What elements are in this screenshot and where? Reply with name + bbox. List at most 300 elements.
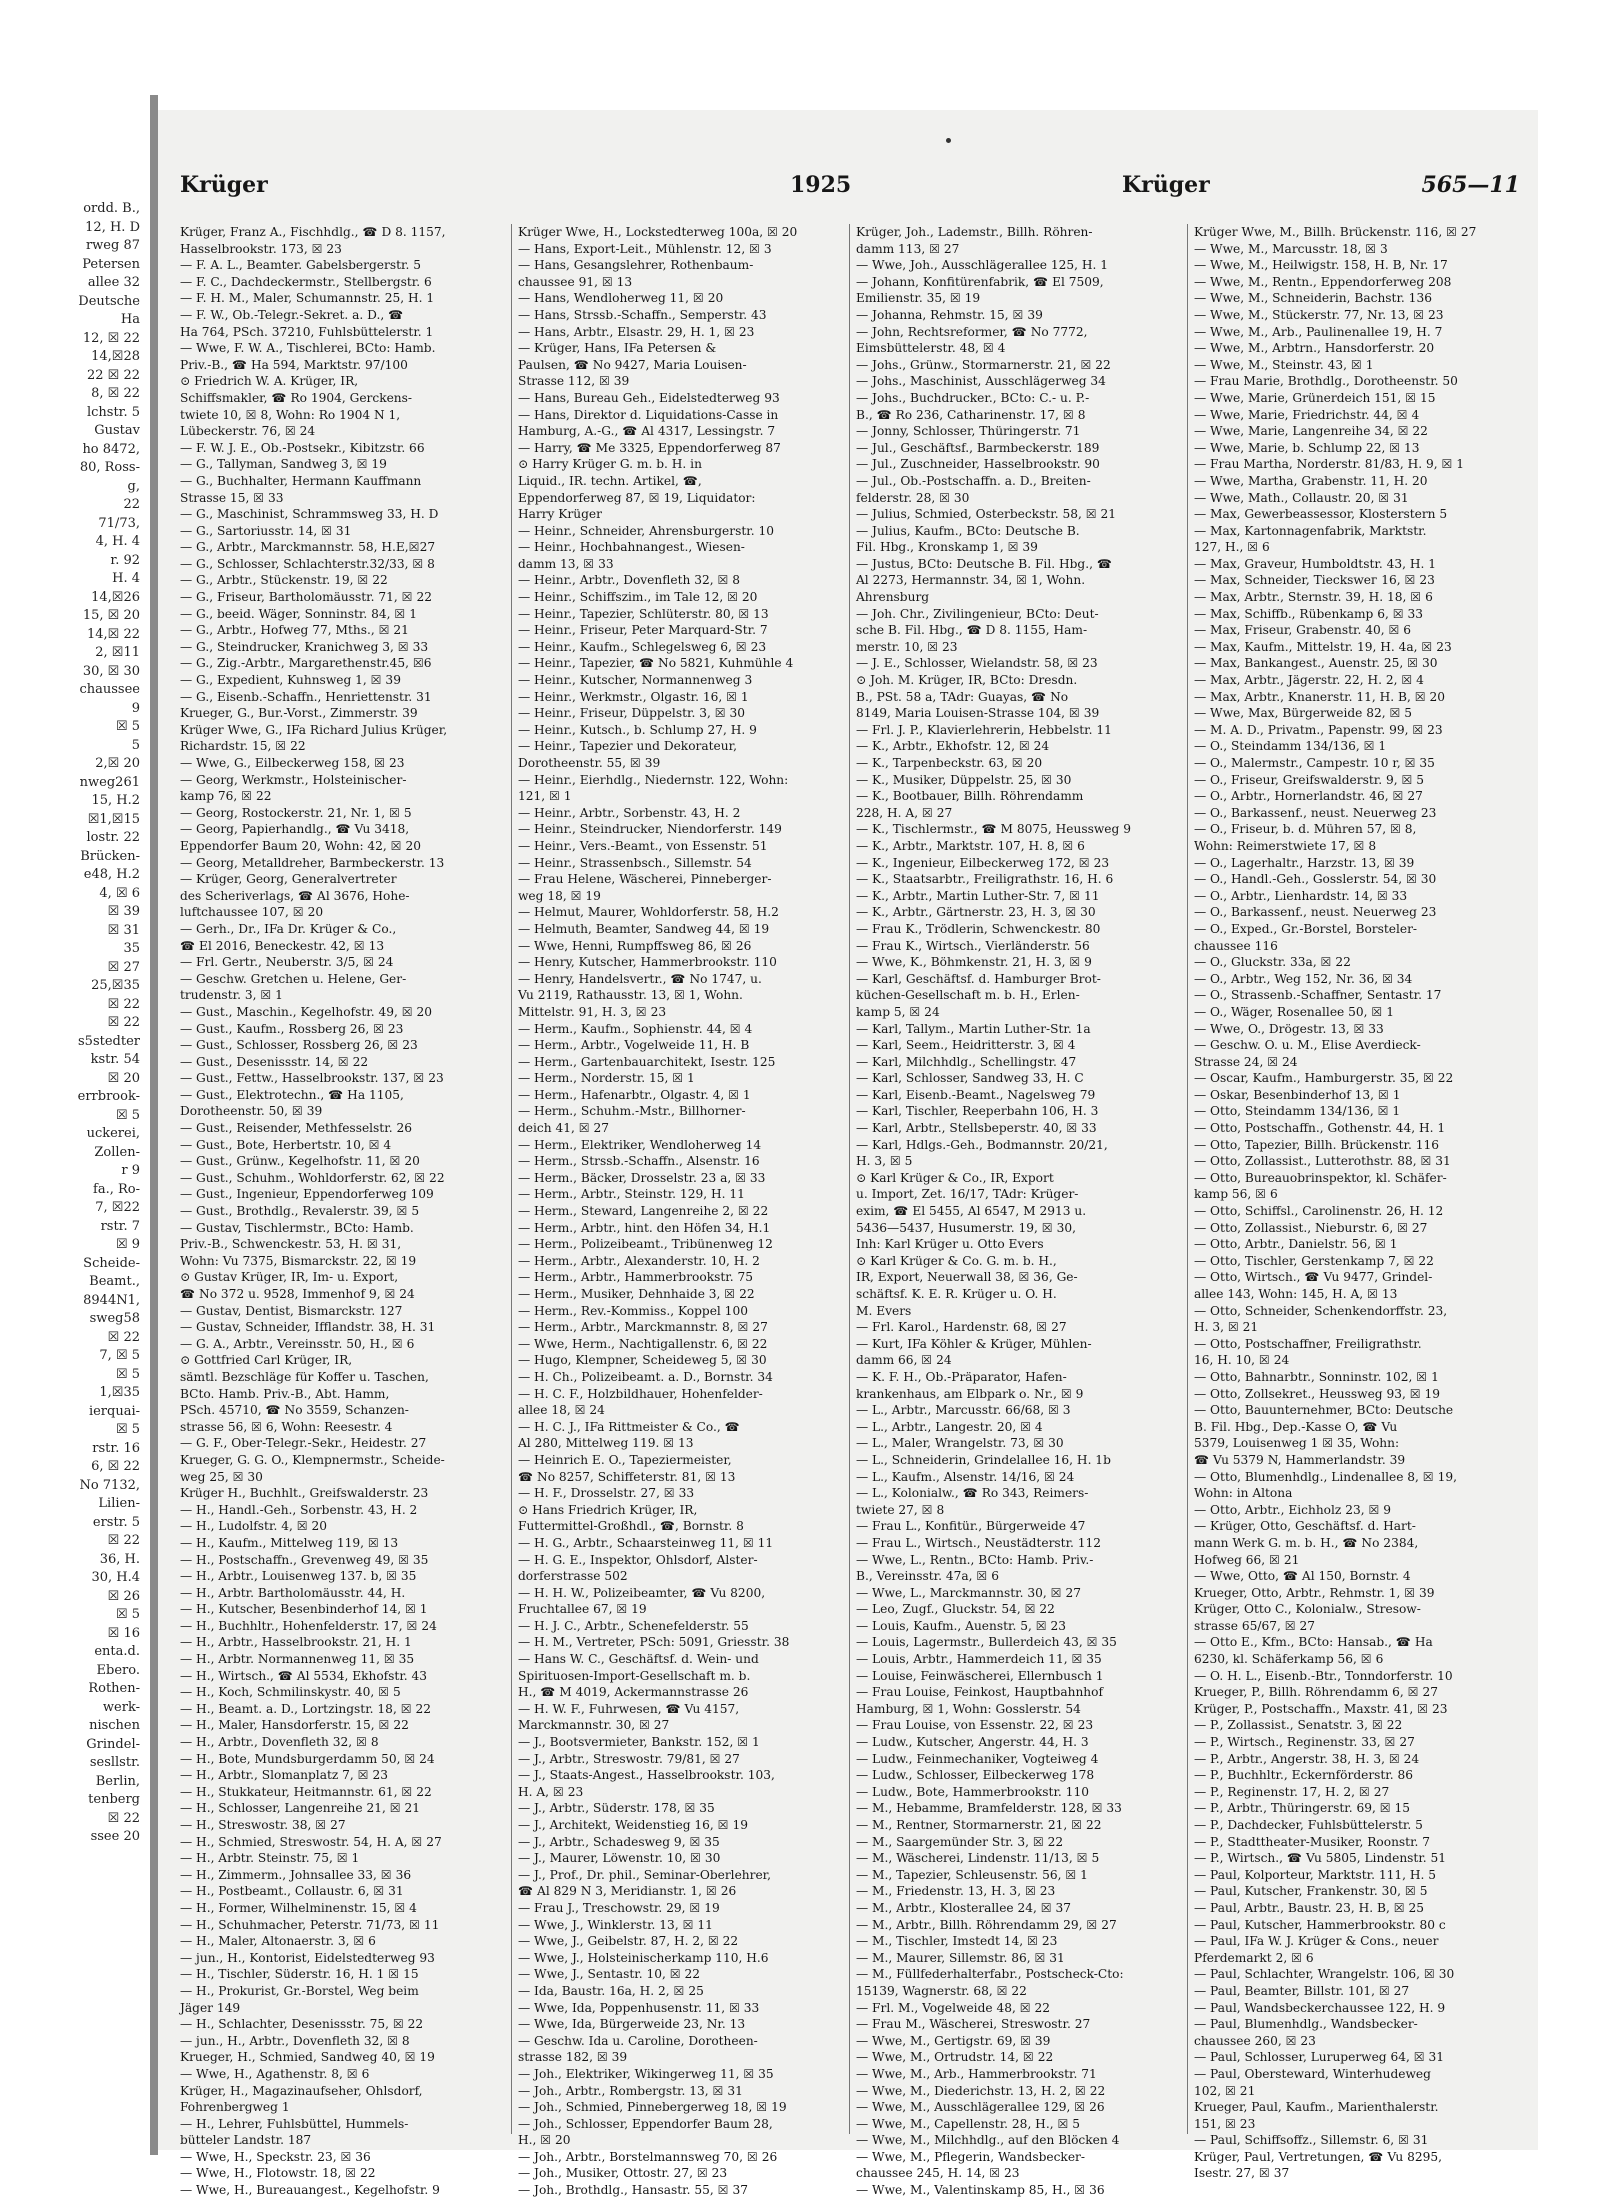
directory-entry-line: Wohn: Reimerstwiete 17, ☒ 8 xyxy=(1194,838,1377,853)
directory-entry-line: — Wwe, M., Diederichstr. 13, H. 2, ☒ 22 xyxy=(856,2083,1106,2098)
directory-entry-line: — G. A., Arbtr., Vereinsstr. 50, H., ☒ 6 xyxy=(180,1336,415,1351)
directory-entry-line: — Hans W. C., Geschäftsf. d. Wein- und xyxy=(518,1652,759,1667)
previous-page-fragment: 15, ☒ 20 xyxy=(82,608,140,623)
directory-entry-line: Krueger, H., Schmied, Sandweg 40, ☒ 19 xyxy=(180,2050,435,2065)
directory-entry-line: — Heinr., Arbtr., Sorbenstr. 43, H. 2 xyxy=(518,805,741,820)
previous-page-fragment: r. 92 xyxy=(110,552,140,568)
directory-entry-line: — O., Strassenb.-Schaffner, Sentastr. 17 xyxy=(1194,988,1442,1003)
previous-page-fragment: Petersen xyxy=(82,256,140,272)
directory-entry-line: Strasse 24, ☒ 24 xyxy=(1194,1054,1298,1069)
directory-entry-line: — L., Arbtr., Marcusstr. 66/68, ☒ 3 xyxy=(856,1403,1071,1418)
directory-entry-line: — K., Arbtr., Gärtnerstr. 23, H. 3, ☒ 30 xyxy=(856,905,1096,920)
directory-entry-line: — Wwe, Joh., Ausschlägerallee 125, H. 1 xyxy=(856,258,1109,273)
directory-entry-line: — K., Ingenieur, Eilbeckerweg 172, ☒ 23 xyxy=(856,855,1110,870)
directory-entry-line: — Wwe, M., Steinstr. 43, ☒ 1 xyxy=(1194,357,1374,372)
directory-entry-line: — G., Arbtr., Marckmannstr. 58, H.E,☒27 xyxy=(180,540,436,555)
directory-entry-line: allee 18, ☒ 24 xyxy=(518,1403,605,1418)
directory-entry-line: — O., Arbtr., Weg 152, Nr. 36, ☒ 34 xyxy=(1194,971,1413,986)
directory-entry-line: H. 3, ☒ 5 xyxy=(856,1154,913,1169)
column-4 xyxy=(1194,224,1520,2181)
column-2 xyxy=(518,224,844,2198)
directory-entry-line: — Joh., Brothdlg., Hansastr. 55, ☒ 37 xyxy=(518,2183,748,2198)
directory-entry-line: — O., Wäger, Rosenallee 50, ☒ 1 xyxy=(1194,1004,1394,1019)
previous-page-fragment: 22 xyxy=(123,497,140,512)
directory-entry-line: — Paul, Beamter, Billstr. 101, ☒ 27 xyxy=(1194,1983,1410,1998)
directory-entry-line: — Hans, Arbtr., Elsastr. 29, H. 1, ☒ 23 xyxy=(518,324,755,339)
directory-entry-line: — Hans, Export-Leit., Mühlenstr. 12, ☒ 3 xyxy=(518,241,772,256)
directory-entry-line: PSch. 45710, ☎ No 3559, Schanzen- xyxy=(180,1403,409,1418)
previous-page-fragment: ☒ 39 xyxy=(107,904,140,919)
directory-entry-line: — Gust., Schuhm., Wohldorferstr. 62, ☒ 22 xyxy=(180,1170,445,1185)
directory-entry-line: — H., Arbtr. Normannenweg 11, ☒ 35 xyxy=(180,1652,415,1667)
previous-page-fragment: Zollen- xyxy=(94,1144,140,1160)
directory-entry-line: — K., Arbtr., Marktstr. 107, H. 8, ☒ 6 xyxy=(856,838,1085,853)
directory-entry-line: mann Werk G. m. b. H., ☎ No 2384, xyxy=(1194,1535,1419,1550)
directory-entry-line: M. Evers xyxy=(856,1303,912,1318)
directory-entry-line: krankenhaus, am Elbpark o. Nr., ☒ 9 xyxy=(856,1386,1084,1401)
previous-page-fragment: 35 xyxy=(123,941,140,956)
previous-page-fragment: H. 4 xyxy=(112,571,140,586)
directory-entry-line: — Herm., Polizeibeamt., Tribünenweg 12 xyxy=(518,1237,773,1252)
directory-entry-line: — Herm., Kaufm., Sophienstr. 44, ☒ 4 xyxy=(518,1021,753,1036)
previous-page-fragment: 12, H. D xyxy=(85,219,140,235)
previous-page-fragment: fa., Ro- xyxy=(93,1181,140,1197)
directory-entry-line: — Hugo, Klempner, Scheideweg 5, ☒ 30 xyxy=(518,1353,767,1368)
directory-entry-line: — K., Bootbauer, Billh. Röhrendamm xyxy=(856,789,1084,804)
directory-entry-line: — Max, Kartonnagenfabrik, Marktstr. xyxy=(1194,523,1427,538)
directory-entry-line: — Wwe, Martha, Grabenstr. 11, H. 20 xyxy=(1194,473,1428,488)
directory-entry-line: — Herm., Arbtr., Hammerbrookstr. 75 xyxy=(518,1270,753,1285)
directory-entry-line: — Paul, Schlosser, Lurupеrweg 64, ☒ 31 xyxy=(1194,2050,1445,2065)
directory-entry-line: Dorotheenstr. 55, ☒ 39 xyxy=(518,756,661,770)
previous-page-fragment: ☒ 5 xyxy=(115,1607,140,1622)
directory-entry-line: Strasse 15, ☒ 33 xyxy=(180,490,284,505)
directory-entry-line: B. Fil. Hbg., Dep.-Kasse O, ☎ Vu xyxy=(1194,1419,1398,1434)
directory-entry-line: — Otto, Postschaffn., Gothenstr. 44, H. 1 xyxy=(1194,1121,1446,1136)
directory-entry-line: Pferdemarkt 2, ☒ 6 xyxy=(1194,1950,1314,1965)
directory-entry-line: ⊙ Hans Friedrich Krüger, IR, xyxy=(518,1502,698,1517)
directory-entry-line: — Frau L., Wirtsch., Neustädterstr. 112 xyxy=(856,1535,1102,1550)
directory-entry-line: — Otto, Arbtr., Danielstr. 56, ☒ 1 xyxy=(1194,1237,1398,1252)
directory-entry-line: Ahrensburg xyxy=(856,590,930,605)
directory-entry-line: — H. F., Drosselstr. 27, ☒ 33 xyxy=(518,1486,695,1501)
directory-entry-line: — H., Arbtr. Steinstr. 75, ☒ 1 xyxy=(180,1851,360,1866)
directory-entry-line: — Herm., Steward, Langenreihe 2, ☒ 22 xyxy=(518,1204,769,1219)
directory-entry-line: — Max, Bankangest., Auenstr. 25, ☒ 30 xyxy=(1194,656,1438,671)
directory-entry-line: — Henry, Handelsvertr., ☎ No 1747, u. xyxy=(518,971,762,986)
directory-entry-line: — Max, Arbtr., Jägerstr. 22, H. 2, ☒ 4 xyxy=(1194,673,1424,688)
directory-entry-line: — Geschw. O. u. M., Elise Averdieck- xyxy=(1194,1038,1421,1053)
directory-entry-line: — Gust., Kaufm., Rossberg 26, ☒ 23 xyxy=(180,1021,404,1036)
directory-entry-line: — Heinrich E. O., Tapeziermeister, xyxy=(518,1452,732,1467)
directory-entry-line: — H., Prokurist, Gr.-Borstel, Weg beim xyxy=(180,1983,419,1998)
previous-page-fragment: 71/73, xyxy=(98,515,140,531)
directory-entry-line: — G., Buchhalter, Hermann Kauffmann xyxy=(180,473,422,488)
directory-entry-line: Schiffsmakler, ☎ Ro 1904, Gerckens- xyxy=(180,390,413,405)
directory-entry-line: sche B. Fil. Hbg., ☎ D 8. 1155, Ham- xyxy=(856,623,1088,638)
directory-entry-line: — H., Schlosser, Langenreihe 21, ☒ 21 xyxy=(180,1801,421,1816)
directory-entry-line: — Herm., Bäcker, Drosselstr. 23 a, ☒ 33 xyxy=(518,1170,766,1185)
directory-entry-line: Mittelstr. 91, H. 3, ☒ 23 xyxy=(518,1004,667,1019)
directory-entry-line: — Max, Graveur, Humboldtstr. 43, H. 1 xyxy=(1194,556,1436,571)
directory-entry-line: H. 3, ☒ 21 xyxy=(1194,1320,1259,1335)
directory-entry-line: — J. E., Schlosser, Wielandstr. 58, ☒ 23 xyxy=(856,656,1098,671)
directory-entry-line: — H., Kaufm., Mittelweg 119, ☒ 13 xyxy=(180,1535,399,1550)
directory-entry-line: — O., Gluckstr. 33a, ☒ 22 xyxy=(1194,955,1351,970)
directory-entry-line: — L., Kaufm., Alsenstr. 14/16, ☒ 24 xyxy=(856,1469,1075,1484)
directory-entry-line: kamp 56, ☒ 6 xyxy=(1194,1187,1278,1202)
directory-entry-line: Fil. Hbg., Kronskamp 1, ☒ 39 xyxy=(856,540,1038,555)
directory-entry-line: des Scheriverlags, ☎ Al 3676, Hohe- xyxy=(180,888,410,903)
directory-entry-line: — Heinr., Vers.-Beamt., von Essenstr. 51 xyxy=(518,838,768,853)
directory-entry-line: — Karl, Arbtr., Stellsbeperstr. 40, ☒ 33 xyxy=(856,1121,1097,1136)
previous-page-fragment: 30, H.4 xyxy=(91,1570,140,1585)
directory-entry-line: — Heinr., Friseur, Düppelstr. 3, ☒ 30 xyxy=(518,706,746,721)
directory-entry-line: — Heinr., Eierhdlg., Niedernstr. 122, Wohn: xyxy=(518,772,789,787)
directory-entry-line: ⊙ Joh. M. Krüger, IR, BCto: Dresdn. xyxy=(856,673,1078,688)
directory-entry-line: — K., Staatsarbtr., Freiligrathstr. 16, H. 6 xyxy=(856,872,1114,887)
directory-entry-line: — Herm., Arbtr., Marckmannstr. 8, ☒ 27 xyxy=(518,1320,768,1335)
directory-entry-line: — Wwe, M., Arb., Hammerbrookstr. 71 xyxy=(856,2066,1097,2081)
header-right-name: Krüger xyxy=(1122,172,1210,198)
previous-page-fragment: ☒ 5 xyxy=(115,719,140,734)
directory-entry-line: — M., Rentner, Stormarnerstr. 21, ☒ 22 xyxy=(856,1818,1102,1832)
previous-page-fragment: Brücken- xyxy=(80,848,140,864)
previous-page-fragment: ☒ 20 xyxy=(107,1070,140,1086)
directory-entry-line: — G. F., Ober-Telegr.-Sekr., Heidestr. 27 xyxy=(180,1436,427,1451)
directory-entry-line: — Joh., Schmied, Pinnebergerweg 18, ☒ 19 xyxy=(518,2100,787,2115)
directory-entry-line: — O., Malermstr., Campestr. 10 r, ☒ 35 xyxy=(1194,756,1435,770)
directory-entry-line: — Gustav, Tischlermstr., BCto: Hamb. xyxy=(180,1220,414,1235)
directory-entry-line: — Julius, Kaufm., BCto: Deutsche B. xyxy=(856,523,1080,538)
previous-page-fragment: erstr. 5 xyxy=(92,1514,140,1530)
directory-entry-line: — G., Friseur, Bartholomäusstr. 71, ☒ 22 xyxy=(180,590,432,605)
directory-entry-line: — Otto, Zollassist., Nieburstr. 6, ☒ 27 xyxy=(1194,1220,1428,1235)
previous-page-fragment: kstr. 54 xyxy=(90,1052,140,1067)
directory-entry-line: — Helmut, Maurer, Wohldorferstr. 58, H.2 xyxy=(518,905,779,920)
directory-entry-line: — O., Steindamm 134/136, ☒ 1 xyxy=(1194,739,1387,754)
previous-page-fragment: Gustav xyxy=(94,423,140,438)
directory-entry-line: — Ludw., Kutscher, Angerstr. 44, H. 3 xyxy=(856,1735,1089,1750)
directory-entry-line: — P., Zollassist., Senatstr. 3, ☒ 22 xyxy=(1194,1718,1403,1733)
directory-entry-line: 16, H. 10, ☒ 24 xyxy=(1194,1353,1290,1368)
directory-entry-line: Al 2273, Hermannstr. 34, ☒ 1, Wohn. xyxy=(856,573,1086,588)
directory-entry-line: B., PSt. 58 a, TAdr: Guayas, ☎ No xyxy=(856,689,1069,704)
directory-entry-line: — Karl, Tischler, Reeperbahn 106, H. 3 xyxy=(856,1104,1099,1119)
directory-entry-line: — Herm., Strssb.-Schaffn., Alsenstr. 16 xyxy=(518,1154,760,1169)
directory-entry-line: küchen-Gesellschaft m. b. H., Erlen- xyxy=(856,988,1080,1003)
directory-entry-line: — J., Staats-Angest., Hasselbrookstr. 103, xyxy=(518,1768,775,1783)
directory-entry-line: — John, Rechtsreformer, ☎ No 7772, xyxy=(856,324,1088,339)
directory-entry-line: ⊙ Gottfried Carl Krüger, IR, xyxy=(180,1353,353,1368)
directory-entry-line: — Otto, Bahnarbtr., Sonninstr. 102, ☒ 1 xyxy=(1194,1369,1439,1384)
previous-page-fragment: enta.d. xyxy=(94,1644,140,1659)
directory-entry-line: — H. H. W., Polizeibeamter, ☎ Vu 8200, xyxy=(518,1585,766,1600)
previous-page-fragment: ☒ 5 xyxy=(115,1422,140,1437)
directory-columns xyxy=(180,224,1520,2198)
directory-entry-line: — Gust., Fettw., Hasselbrookstr. 137, ☒ 23 xyxy=(180,1071,444,1086)
directory-entry-line: — Helmuth, Beamter, Sandweg 44, ☒ 19 xyxy=(518,921,770,936)
directory-entry-line: Vu 2119, Rathausstr. 13, ☒ 1, Wohn. xyxy=(518,988,743,1003)
directory-entry-line: — O., Barkassenf., neust. Neuerweg 23 xyxy=(1194,805,1437,820)
previous-page-fragment: s5stedter xyxy=(78,1033,140,1049)
previous-page-fragment: 7, ☒ 5 xyxy=(99,1348,140,1363)
directory-entry-line: Isestr. 27, ☒ 37 xyxy=(1194,2166,1290,2181)
directory-entry-line: — Krüger, Otto, Geschäftsf. d. Hart- xyxy=(1194,1519,1416,1534)
previous-page-fragment: ☒ 22 xyxy=(107,1329,140,1345)
directory-entry-line: — K. F. H., Ob.-Präparator, Hafen- xyxy=(856,1369,1067,1384)
directory-entry-line: — Hans, Wendloherweg 11, ☒ 20 xyxy=(518,291,724,306)
directory-entry-line: exim, ☎ El 5455, Al 6547, M 2913 u. xyxy=(856,1204,1087,1219)
directory-entry-line: — Wwe, M., Gertigstr. 69, ☒ 39 xyxy=(856,2033,1051,2048)
directory-entry-line: — P., Arbtr., Angerstr. 38, H. 3, ☒ 24 xyxy=(1194,1751,1420,1766)
directory-entry-line: Hamburg, A.-G., ☎ Al 4317, Lessingstr. 7 xyxy=(518,424,776,439)
directory-entry-line: — Heinr., Kutsch., b. Schlump 27, H. 9 xyxy=(518,722,757,737)
directory-entry-line: — H. C. F., Holzbildhauer, Hohenfelder- xyxy=(518,1386,763,1401)
directory-entry-line: — Otto, Schiffsl., Carolinenstr. 26, H. 12 xyxy=(1194,1204,1444,1219)
directory-entry-line: — Wwe, M., Ortrudstr. 14, ☒ 22 xyxy=(856,2050,1054,2065)
directory-entry-line: — Otto E., Kfm., BCto: Hansab., ☎ Ha xyxy=(1194,1635,1433,1650)
directory-entry-line: — H., Schuhmacher, Peterstr. 71/73, ☒ 11 xyxy=(180,1917,440,1932)
directory-entry-line: — Louise, Feinwäscherei, Ellernbusch 1 xyxy=(856,1668,1104,1683)
directory-entry-line: schäftsf. K. E. R. Krüger u. O. H. xyxy=(856,1287,1057,1301)
directory-entry-line: 151, ☒ 23 xyxy=(1194,2116,1256,2131)
directory-entry-line: — Jonny, Schlosser, Thüringerstr. 71 xyxy=(856,424,1081,439)
directory-entry-line: — H., Ludolfstr. 4, ☒ 20 xyxy=(180,1519,327,1534)
directory-entry-line: — Otto, Arbtr., Eichholz 23, ☒ 9 xyxy=(1194,1502,1392,1517)
directory-entry-line: — M., Hebamme, Bramfelderstr. 128, ☒ 33 xyxy=(856,1801,1122,1816)
directory-entry-line: — M., Maurer, Sillemstr. 86, ☒ 31 xyxy=(856,1950,1065,1965)
column-3 xyxy=(856,224,1182,2198)
directory-entry-line: — Wwe, Henni, Rumpffsweg 86, ☒ 26 xyxy=(518,938,752,953)
directory-entry-line: — Johs., Grünw., Stormarnerstr. 21, ☒ 22 xyxy=(856,357,1111,372)
directory-entry-line: — Karl, Tallym., Martin Luther-Str. 1a xyxy=(856,1021,1091,1036)
directory-entry-line: — Heinr., Tapezier, Schlüterstr. 80, ☒ 13 xyxy=(518,606,769,621)
directory-entry-line: — G., Maschinist, Schrammsweg 33, H. D xyxy=(180,507,439,522)
previous-page-fragment: ☒ 22 xyxy=(107,1015,140,1030)
directory-entry-line: — G., Arbtr., Hofweg 77, Mths., ☒ 21 xyxy=(180,623,409,638)
previous-page-fragment: 14,☒26 xyxy=(91,589,140,605)
directory-entry-line: — Hans, Gesangslehrer, Rothenbaum- xyxy=(518,258,754,273)
directory-entry-line: — Wwe, G., Eilbeckerweg 158, ☒ 23 xyxy=(180,756,405,770)
previous-page-fragment: 22 ☒ 22 xyxy=(86,367,140,383)
previous-page-fragment: 8944N1, xyxy=(83,1292,140,1308)
directory-entry-line: Jäger 149 xyxy=(180,2000,241,2015)
directory-entry-line: — Wwe, M., Capellenstr. 28, H., ☒ 5 xyxy=(856,2116,1080,2131)
directory-entry-line: — Max, Schiffb., Rübenkamp 6, ☒ 33 xyxy=(1194,606,1424,621)
directory-entry-line: — G., beeid. Wäger, Sonninstr. 84, ☒ 1 xyxy=(180,606,417,621)
directory-entry-line: deich 41, ☒ 27 xyxy=(518,1121,610,1136)
directory-entry-line: — Wwe, Math., Collaustr. 20, ☒ 31 xyxy=(1194,490,1409,505)
directory-entry-line: — Joh., Elektriker, Wikingerweg 11, ☒ 35 xyxy=(518,2066,774,2081)
directory-entry-line: — Wwe, J., Sentastr. 10, ☒ 22 xyxy=(518,1967,701,1982)
directory-entry-line: chaussee 91, ☒ 13 xyxy=(518,274,633,289)
directory-entry-line: ☎ No 8257, Schiffeterstr. 81, ☒ 13 xyxy=(518,1469,736,1484)
previous-page-fragment: 14,☒28 xyxy=(91,349,140,364)
directory-entry-line: Krüger, Otto C., Kolonialw., Stresow- xyxy=(1194,1602,1421,1617)
directory-entry-line: — Otto, Blumenhdlg., Lindenallee 8, ☒ 19, xyxy=(1194,1469,1457,1484)
directory-entry-line: — Joh., Schlosser, Eppendorfer Baum 28, xyxy=(518,2116,773,2131)
directory-entry-line: — M., Saargemünder Str. 3, ☒ 22 xyxy=(856,1834,1064,1849)
previous-page-fragment: 6, ☒ 22 xyxy=(91,1459,140,1474)
directory-entry-line: — Wwe, H., Speckstr. 23, ☒ 36 xyxy=(180,2149,371,2164)
directory-entry-line: — H., Beamt. a. D., Lortzingstr. 18, ☒ 22 xyxy=(180,1701,431,1716)
directory-entry-line: — K., Tarpenbeckstr. 63, ☒ 20 xyxy=(856,756,1043,770)
directory-entry-line: — Gustav, Schneider, Ifflandstr. 38, H. 31 xyxy=(180,1320,436,1335)
directory-entry-line: — Herm., Norderstr. 15, ☒ 1 xyxy=(518,1071,695,1086)
directory-entry-line: — K., Musiker, Düppelstr. 25, ☒ 30 xyxy=(856,772,1072,787)
directory-entry-line: — Wwe, F. W. A., Tischlerei, BCto: Hamb. xyxy=(180,341,436,356)
directory-entry-line: — Johanna, Rehmstr. 15, ☒ 39 xyxy=(856,307,1043,322)
directory-entry-line: — M., Tischler, Imstedt 14, ☒ 23 xyxy=(856,1934,1058,1949)
directory-entry-line: — Jul., Ob.-Postschaffn. a. D., Breiten- xyxy=(856,473,1091,488)
directory-entry-line: — Karl, Schlosser, Sandweg 33, H. C xyxy=(856,1071,1084,1086)
directory-entry-line: — Max, Kaufm., Mittelstr. 19, H. 4a, ☒ 23 xyxy=(1194,639,1452,654)
directory-entry-line: — Paul, Schlachter, Wrangelstr. 106, ☒ 30 xyxy=(1194,1967,1455,1982)
directory-entry-line: — H., Postbeamt., Collaustr. 6, ☒ 31 xyxy=(180,1884,404,1899)
directory-entry-line: — Gust., Elektrotechn., ☎ Ha 1105, xyxy=(180,1087,404,1102)
previous-page-fragment: 25,☒35 xyxy=(91,978,140,993)
directory-entry-line: — Gust., Grünw., Kegelhofstr. 11, ☒ 20 xyxy=(180,1154,420,1169)
directory-entry-line: — H., Maler, Altonaerstr. 3, ☒ 6 xyxy=(180,1934,376,1949)
directory-entry-line: — Karl, Hdlgs.-Geh., Bodmannstr. 20/21, xyxy=(856,1137,1108,1152)
previous-page-fragment: 14,☒ 22 xyxy=(86,626,140,642)
directory-entry-line: — P., Buchhltr., Eckernförderstr. 86 xyxy=(1194,1768,1414,1783)
directory-entry-line: 5379, Louisenweg 1 ☒ 35, Wohn: xyxy=(1194,1436,1400,1451)
directory-entry-line: — Oscar, Kaufm., Hamburgerstr. 35, ☒ 22 xyxy=(1194,1071,1454,1086)
directory-entry-line: — Max, Gewerbeassessor, Klosterstern 5 xyxy=(1194,507,1448,522)
directory-entry-line: — H., Schlachter, Desenissstr. 75, ☒ 22 xyxy=(180,2017,424,2032)
directory-entry-line: — G., Tallyman, Sandweg 3, ☒ 19 xyxy=(180,457,387,472)
directory-entry-line: — Georg, Rostockerstr. 21, Nr. 1, ☒ 5 xyxy=(180,805,412,820)
directory-entry-line: Krüger, H., Magazinaufseher, Ohlsdorf, xyxy=(180,2083,423,2098)
directory-entry-line: — Otto, Bauunternehmer, BCto: Deutsche xyxy=(1194,1403,1454,1418)
directory-entry-line: — H., Streswostr. 38, ☒ 27 xyxy=(180,1818,346,1832)
previous-page-fragment: Lilien- xyxy=(98,1496,140,1511)
previous-page-fragment: werk- xyxy=(102,1699,140,1715)
previous-page-fragment: allee 32 xyxy=(87,275,140,290)
directory-entry-line: — H., Former, Wilhelminenstr. 15, ☒ 4 xyxy=(180,1900,417,1915)
directory-entry-line: — Wwe, M., Schneiderin, Bachstr. 136 xyxy=(1194,291,1432,306)
previous-page-strip xyxy=(0,200,148,2180)
previous-page-fragment: lchstr. 5 xyxy=(86,404,140,420)
directory-entry-line: — Heinr., Schiffszim., im Tale 12, ☒ 20 xyxy=(518,590,758,605)
directory-entry-line: — M., Wäscherei, Lindenstr. 11/13, ☒ 5 xyxy=(856,1851,1100,1866)
previous-page-fragment: Beamt., xyxy=(89,1274,140,1289)
directory-entry-line: — H., Maler, Hansdorferstr. 15, ☒ 22 xyxy=(180,1718,409,1733)
directory-entry-line: Priv.-B., Schwenckestr. 53, H. ☒ 31, xyxy=(180,1237,402,1252)
directory-entry-line: — Otto, Schneider, Schenkendorffstr. 23, xyxy=(1194,1303,1448,1318)
directory-entry-line: twiete 27, ☒ 8 xyxy=(856,1502,945,1517)
directory-entry-line: — O., Barkassenf., neust. Neuerweg 23 xyxy=(1194,905,1437,920)
previous-page-fragment: ordd. B., xyxy=(83,201,140,216)
directory-entry-line: allee 143, Wohn: 145, H. A, ☒ 13 xyxy=(1194,1287,1398,1301)
directory-entry-line: — Louis, Lagermstr., Bullerdeich 43, ☒ 35 xyxy=(856,1635,1117,1650)
previous-page-fragment: r 9 xyxy=(121,1163,140,1178)
directory-entry-line: — P., Stadttheater-Musiker, Roonstr. 7 xyxy=(1194,1834,1431,1849)
directory-entry-line: H., ☎ M 4019, Ackermannstrasse 26 xyxy=(518,1685,749,1700)
directory-entry-line: Fohrenbergweg 1 xyxy=(180,2100,290,2115)
directory-entry-line: weg 25, ☒ 30 xyxy=(180,1469,263,1484)
directory-entry-line: Krüger Wwe, M., Billh. Brückenstr. 116, ☒ 27 xyxy=(1194,225,1477,239)
directory-entry-line: sämtl. Bezschläge für Koffer u. Taschen, xyxy=(180,1369,429,1384)
directory-entry-line: — Hans, Direktor d. Liquidations-Casse in xyxy=(518,407,779,422)
directory-entry-line: — Joh., Arbtr., Borstelmannsweg 70, ☒ 26 xyxy=(518,2149,778,2164)
directory-entry-line: — Ludw., Bote, Hammerbrookstr. 110 xyxy=(856,1784,1089,1799)
previous-page-fragment: chaussee xyxy=(79,682,140,697)
directory-entry-line: merstr. 10, ☒ 23 xyxy=(856,639,958,654)
header-year: 1925 xyxy=(790,172,852,198)
directory-entry-line: — H., Arbtr., Slomanplatz 7, ☒ 23 xyxy=(180,1768,388,1783)
directory-entry-line: ☎ Vu 5379 N, Hammerlandstr. 39 xyxy=(1194,1452,1406,1467)
directory-entry-line: — Jul., Zuschneider, Hasselbrookstr. 90 xyxy=(856,457,1100,472)
directory-entry-line: strasse 182, ☒ 39 xyxy=(518,2050,628,2065)
directory-entry-line: — Wwe, Ida, Bürgerweide 23, Nr. 13 xyxy=(518,2017,746,2032)
directory-entry-line: — Otto, Steindamm 134/136, ☒ 1 xyxy=(1194,1104,1401,1119)
directory-entry-line: — Heinr., Strassenbsch., Sillemstr. 54 xyxy=(518,855,752,870)
directory-entry-line: Ha 764, PSch. 37210, Fuhlsbüttelerstr. 1 xyxy=(180,324,434,339)
directory-entry-line: — G., Steindrucker, Kranichweg 3, ☒ 33 xyxy=(180,639,429,654)
directory-entry-line: — L., Arbtr., Langestr. 20, ☒ 4 xyxy=(856,1419,1043,1434)
previous-page-fragment: rstr. 7 xyxy=(100,1218,140,1234)
directory-entry-line: — O., Friseur, Greifswalderstr. 9, ☒ 5 xyxy=(1194,772,1425,787)
directory-entry-line: — G., Arbtr., Stückenstr. 19, ☒ 22 xyxy=(180,573,388,588)
directory-entry-line: damm 13, ☒ 33 xyxy=(518,556,614,571)
directory-entry-line: — K., Arbtr., Ekhofstr. 12, ☒ 24 xyxy=(856,739,1050,754)
previous-page-fragment: e48, H.2 xyxy=(83,867,140,882)
directory-entry-line: — Wwe, Marie, Grünerdeich 151, ☒ 15 xyxy=(1194,390,1436,405)
previous-page-fragment: errbrook- xyxy=(77,1089,140,1104)
previous-page-fragment: ☒ 16 xyxy=(107,1625,140,1641)
directory-entry-line: — J., Maurer, Löwenstr. 10, ☒ 30 xyxy=(518,1851,721,1866)
directory-entry-line: — Georg, Werkmstr., Holsteinischer- xyxy=(180,772,407,787)
directory-entry-line: — Paul, Schiffsoffz., Sillemstr. 6, ☒ 31 xyxy=(1194,2133,1429,2148)
previous-page-fragment: 8, ☒ 22 xyxy=(91,386,140,401)
directory-entry-line: — L., Schneiderin, Grindelallee 16, H. 1b xyxy=(856,1452,1111,1467)
directory-page xyxy=(158,110,1538,2198)
directory-entry-line: Inh: Karl Krüger u. Otto Evers xyxy=(856,1237,1044,1252)
directory-entry-line: — Joh. Chr., Zivilingenieur, BCto: Deut- xyxy=(856,606,1099,621)
previous-page-fragment: 2,☒ 20 xyxy=(95,756,140,771)
previous-page-fragment: 9 xyxy=(131,700,140,716)
previous-page-fragment: ☒ 27 xyxy=(107,959,140,975)
directory-entry-line: — jun., H., Kontorist, Eidelstedterweg 93 xyxy=(180,1950,435,1965)
directory-entry-line: — Wwe, J., Holsteinischerkamp 110, H.6 xyxy=(518,1950,769,1965)
previous-page-fragment: ssee 20 xyxy=(90,1829,140,1844)
directory-entry-line: Wohn: Vu 7375, Bismarckstr. 22, ☒ 19 xyxy=(180,1253,417,1268)
previous-page-fragment: 4, H. 4 xyxy=(95,534,140,549)
directory-entry-line: — Ludw., Feinmechaniker, Vogteiweg 4 xyxy=(856,1751,1099,1766)
previous-page-fragment: nischen xyxy=(89,1718,140,1733)
previous-page-fragment: lostr. 22 xyxy=(86,830,140,845)
directory-entry-line: — Wwe, M., Ausschlägerallee 129, ☒ 26 xyxy=(856,2100,1105,2115)
directory-entry-line: — Gerh., Dr., IFa Dr. Krüger & Co., xyxy=(180,921,397,936)
directory-entry-line: Eppendorferweg 87, ☒ 19, Liquidator: xyxy=(518,490,756,505)
directory-entry-line: dorferstrasse 502 xyxy=(518,1569,628,1584)
column-1 xyxy=(180,224,506,2198)
directory-entry-line: — H., Kutscher, Besenbinderhof 14, ☒ 1 xyxy=(180,1602,428,1617)
previous-page-fragment: ierquai- xyxy=(88,1403,140,1419)
previous-page-fragment: ☒ 5 xyxy=(115,1366,140,1382)
directory-entry-line: — Wwe, M., Pflegerin, Wandsbecker- xyxy=(856,2149,1085,2164)
previous-page-fragment: ho 8472, xyxy=(82,441,140,457)
directory-entry-line: Eppendorfer Baum 20, Wohn: 42, ☒ 20 xyxy=(180,838,421,853)
directory-entry-line: — J., Bootsvermieter, Bankstr. 152, ☒ 1 xyxy=(518,1735,760,1750)
directory-entry-line: chaussee 116 xyxy=(1194,938,1278,953)
previous-page-fragment: 80, Ross- xyxy=(79,460,140,475)
directory-entry-line: Paulsen, ☎ No 9427, Maria Louisen- xyxy=(518,357,747,372)
previous-page-fragment: ☒ 9 xyxy=(115,1237,140,1252)
